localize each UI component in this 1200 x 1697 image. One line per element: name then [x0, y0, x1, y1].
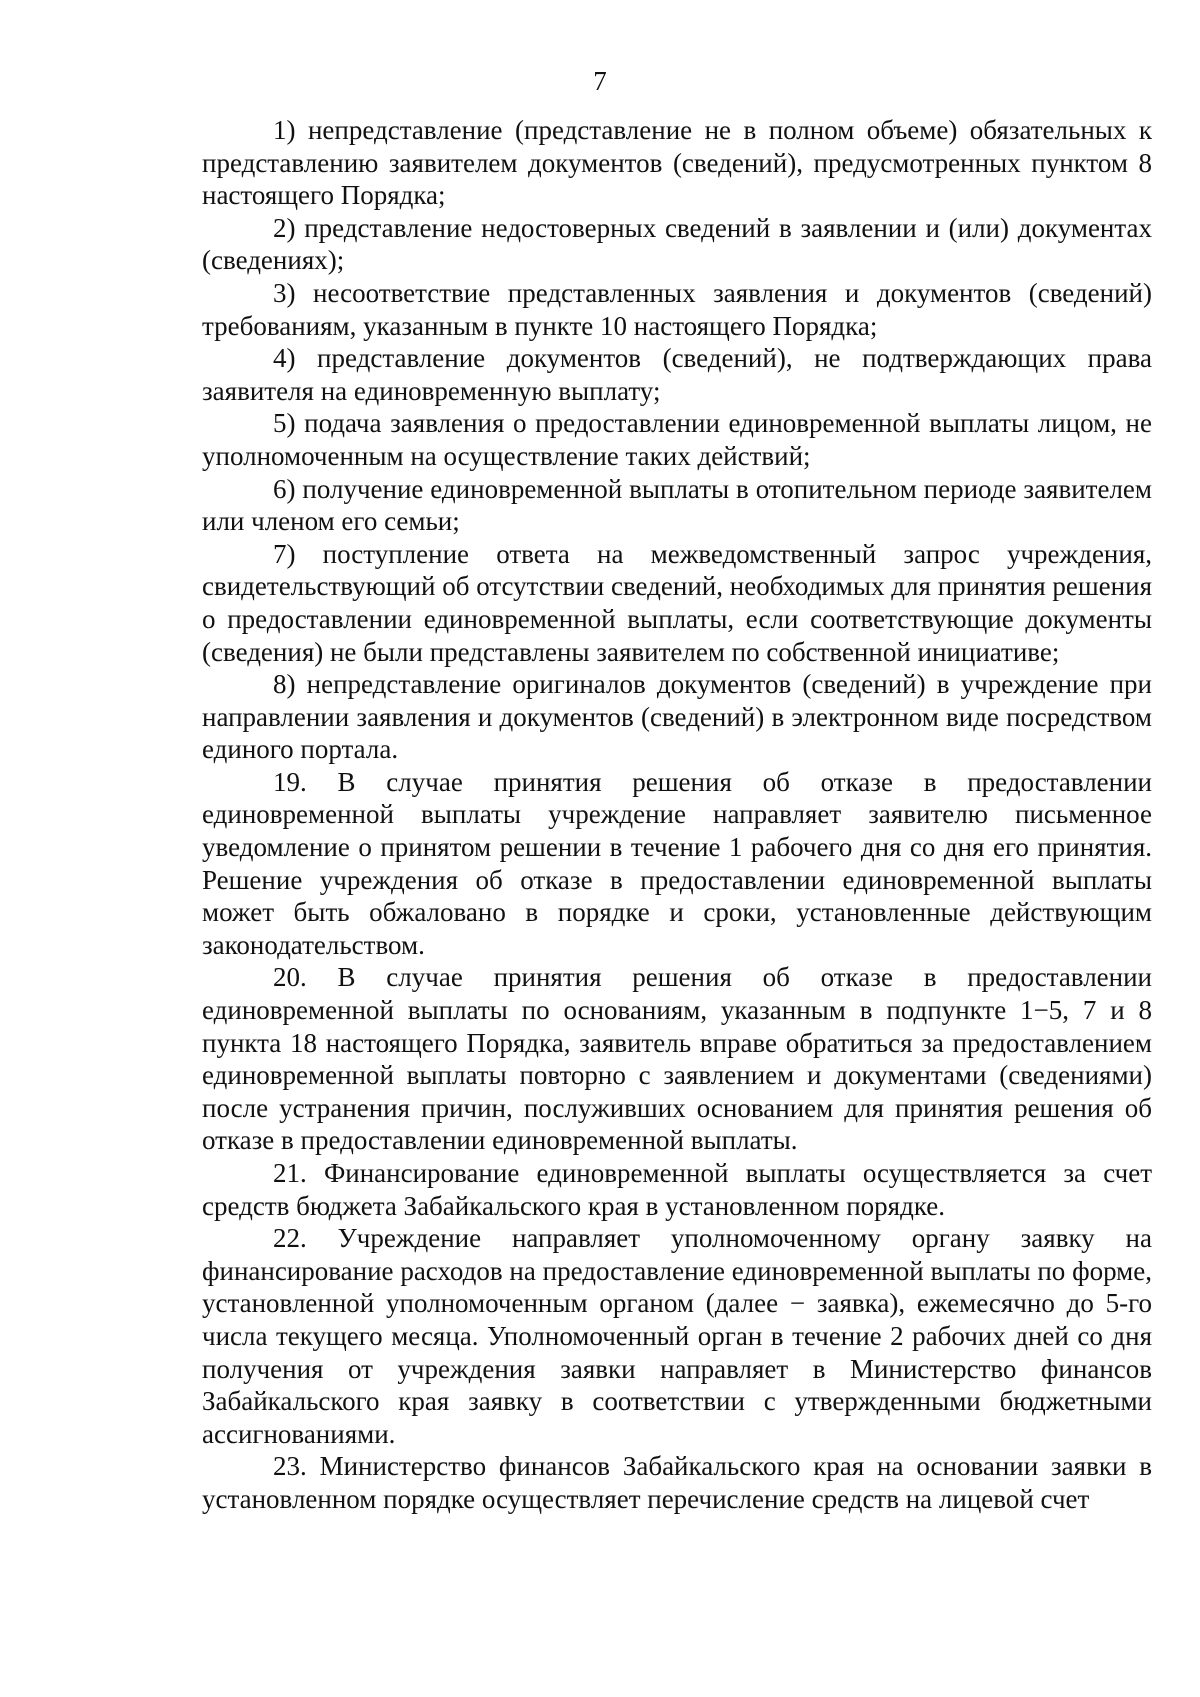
paragraph-clause-19: 19. В случае принятия решения об отказе в предоставлении единовременной выплаты учреждение направляет заявителю письменное уведомление о принятом решении в течение 1 рабочего дня со дня его принятия. Решение учреждения об отказе в предоставлении единовременной выплаты может быть обжаловано в порядке и сроки, установленные действующим законодательством.: [202, 766, 1152, 960]
paragraph-clause-20: 20. В случае принятия решения об отказе в предоставлении единовременной выплаты по основаниям, указанным в подпункте 1−5, 7 и 8 пункта 18 настоящего Порядка, заявитель вправе обратиться за предоставлением единовременной выплаты повторно с заявлением и документами (сведениями) после устранения причин, послуживших основанием для принятия решения об отказе в предоставлении единовременной выплаты.: [202, 962, 1152, 1156]
paragraph-subitem-1: 1) непредставление (представление не в полном объеме) обязательных к представлению заявителем документов (сведений), предусмотренных пунктом 8 настоящего Порядка;: [202, 115, 1152, 211]
paragraph-clause-21: 21. Финансирование единовременной выплаты осуществляется за счет средств бюджета Забайкальского края в установленном порядке.: [202, 1158, 1152, 1221]
paragraph-clause-22: 22. Учреждение направляет уполномоченному органу заявку на финансирование расходов на предоставление единовременной выплаты по форме, установленной уполномоченным органом (далее − заявка), ежемесячно до 5-го числа текущего месяца. Уполномоченный орган в течение 2 рабочих дней со дня получения от учреждения заявки направляет в Министерство финансов Забайкальского края заявку в соответствии с утвержденными бюджетными ассигнованиями.: [202, 1223, 1152, 1449]
paragraph-subitem-5: 5) подача заявления о предоставлении единовременной выплаты лицом, не уполномоченным на осуществление таких действий;: [202, 408, 1152, 471]
page-number: 7: [593, 66, 607, 96]
paragraph-subitem-8: 8) непредставление оригиналов документов (сведений) в учреждение при направлении заявления и документов (сведений) в электронном виде посредством единого портала.: [202, 669, 1152, 765]
paragraph-clause-23: 23. Министерство финансов Забайкальского края на основании заявки в установленном порядке осуществляет перечисление средств на лицевой счет: [202, 1451, 1152, 1514]
paragraph-subitem-2: 2) представление недостоверных сведений в заявлении и (или) документах (сведениях);: [202, 212, 1152, 276]
paragraph-subitem-4: 4) представление документов (сведений), не подтверждающих права заявителя на единовременную выплату;: [202, 343, 1152, 406]
paragraph-subitem-3: 3) несоответствие представленных заявления и документов (сведений) требованиям, указанным в пункте 10 настоящего Порядка;: [202, 277, 1152, 341]
paragraph-subitem-7: 7) поступление ответа на межведомственный запрос учреждения, свидетельствующий об отсутствии сведений, необходимых для принятия решения о предоставлении единовременной выплаты, если соответствующие документы (сведения) не были представлены заявителем по собственной инициативе;: [202, 538, 1152, 667]
paragraph-subitem-6: 6) получение единовременной выплаты в отопительном периоде заявителем или членом его семьи;: [202, 473, 1152, 537]
document-body: [202, 114, 1152, 1516]
